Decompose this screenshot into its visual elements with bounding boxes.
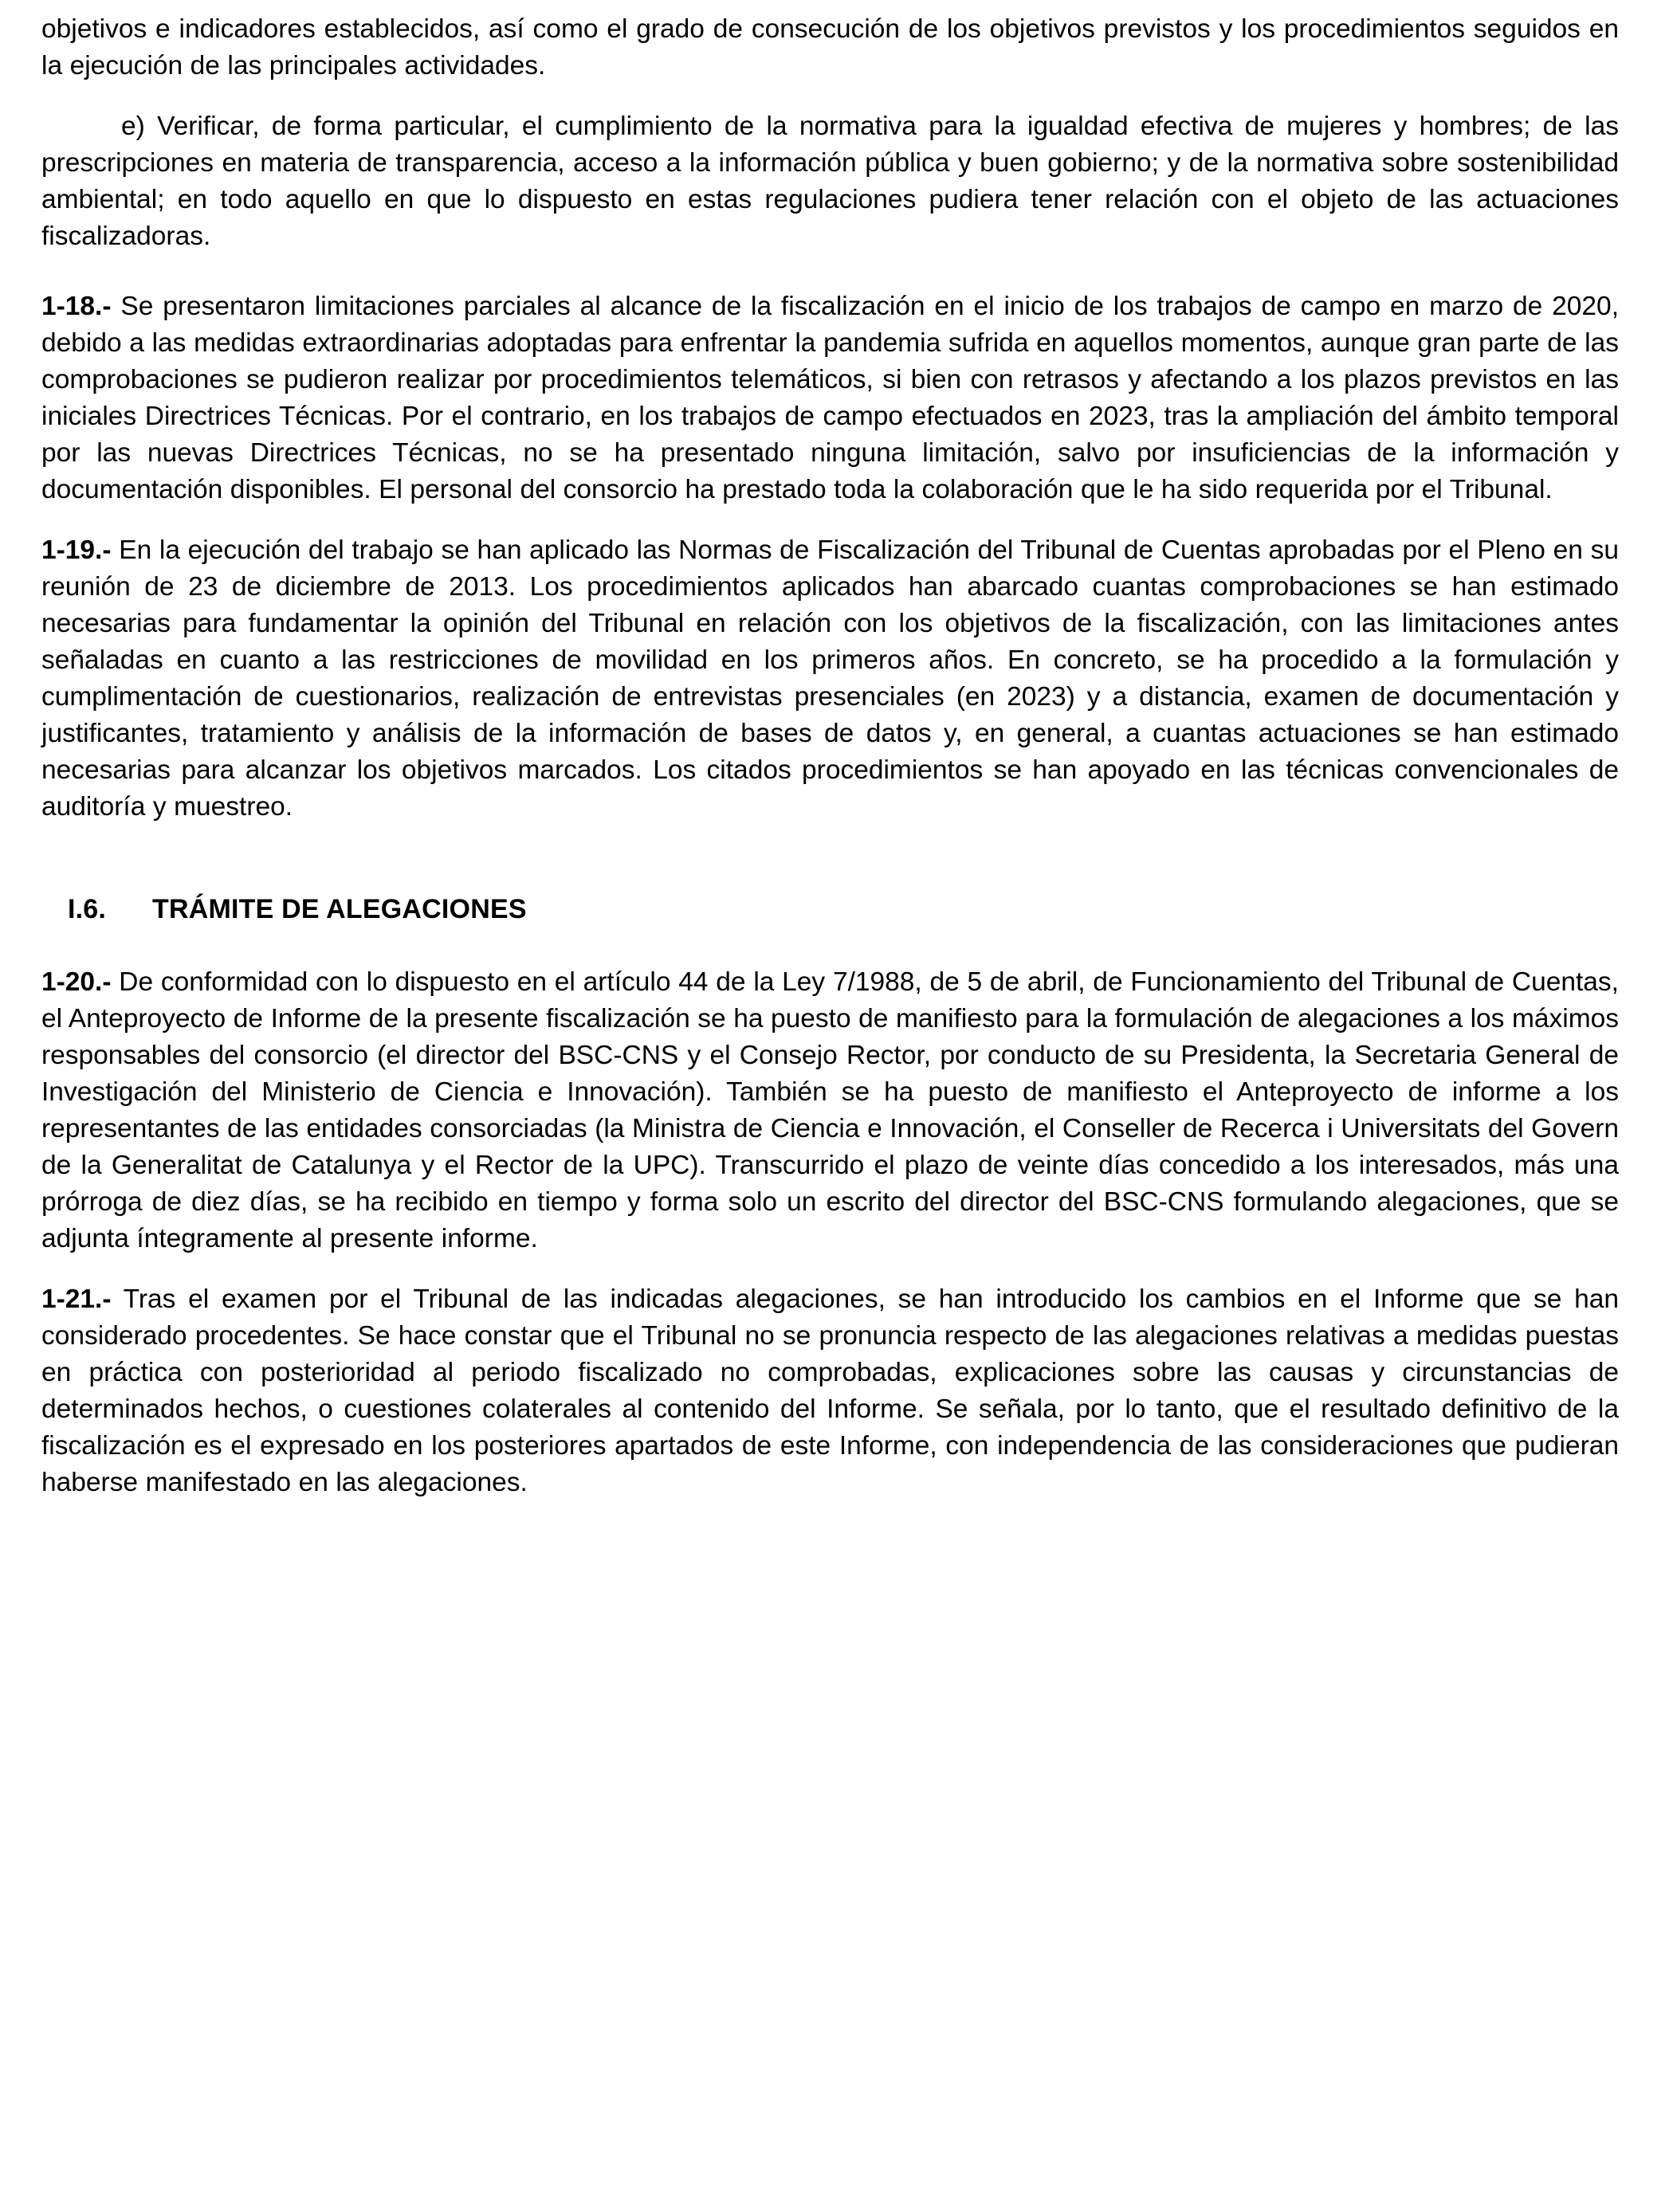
section-heading-i6 (41, 891, 1619, 928)
heading-spacer (41, 849, 1619, 891)
paragraph-text: e) Verificar, de forma particular, el cumplimiento de la normativa para la igualdad efectiva de mujeres y hombres; de las prescripciones en materia de transparencia, acceso a la información pública y buen gobierno; y de la normativa sobre sostenibilidad ambiental; en todo aquello en que lo dispuesto en estas regulaciones pudiera tener relación con el objeto de las actuaciones fiscalizadoras. (41, 112, 1619, 251)
paragraph-text: En la ejecución del trabajo se han aplicado las Normas de Fiscalización del Tribunal de Cuentas aprobadas por el Pleno en su reunión de 23 de diciembre de 2013. Los procedimientos aplicados han abarcado cuantas comprobaciones se han estimado necesarias para fundamentar la opinión del Tribunal en relación con los objetivos de la fiscalización, con las limitaciones antes señaladas en cuanto a las restricciones de movilidad en los primeros años. En concreto, se ha procedido a la formulación y cumplimentación de cuestionarios, realización de entrevistas presenciales (en 2023) y a distancia, examen de documentación y justificantes, tratamiento y análisis de la información de bases de datos y, en general, a cuantas actuaciones se han estimado necesarias para alcanzar los objetivos marcados. Los citados procedimientos se han apoyado en las técnicas convencionales de auditoría y muestreo. (41, 535, 1619, 822)
paragraph-number-1-20: 1-20.- (41, 967, 112, 997)
paragraph-text: De conformidad con lo dispuesto en el artículo 44 de la Ley 7/1988, de 5 de abril, de Funcionamiento del Tribunal de Cuentas, el Anteproyecto de Informe de la presente fiscalización se ha puesto de manifiesto para la formulación de alegaciones a los máximos responsables del consorcio (el director del BSC-CNS y el Consejo Rector, por conducto de su Presidenta, la Secretaria General de Investigación del Ministerio de Ciencia e Innovación). También se ha puesto de manifiesto el Anteproyecto de informe a los representantes de las entidades consorciadas (la Ministra de Ciencia e Innovación, el Conseller de Recerca i Universitats del Govern de la Generalitat de Catalunya y el Rector de la UPC). Transcurrido el plazo de veinte días concedido a los interesados, más una prórroga de diez días, se ha recibido en tiempo y forma solo un escrito del director del BSC-CNS formulando alegaciones, que se adjunta íntegramente al presente informe. (41, 967, 1619, 1253)
paragraph-1-19 (41, 532, 1619, 826)
paragraph-number-1-21: 1-21.- (41, 1284, 112, 1314)
paragraph-1-18 (41, 288, 1619, 508)
document-body (41, 11, 1619, 1501)
paragraph-text: objetivos e indicadores establecidos, así como el grado de consecución de los objetivos previstos y los procedimientos seguidos en la ejecución de las principales actividades. (41, 14, 1619, 80)
paragraph-item-e (41, 108, 1619, 255)
section-title: TRÁMITE DE ALEGACIONES (152, 894, 527, 924)
paragraph-1-21 (41, 1281, 1619, 1501)
paragraph-number-1-18: 1-18.- (41, 292, 112, 321)
paragraph-text: Tras el examen por el Tribunal de las indicadas alegaciones, se han introducido los cambios en el Informe que se han considerado procedentes. Se hace constar que el Tribunal no se pronuncia respecto de las alegaciones relativas a medidas puestas en práctica con posterioridad al periodo fiscalizado no comprobadas, explicaciones sobre las causas y circunstancias de determinados hechos, o cuestiones colaterales al contenido del Informe. Se señala, por lo tanto, que el resultado definitivo de la fiscalización es el expresado en los posteriores apartados de este Informe, con independencia de las consideraciones que pudieran haberse manifestado en las alegaciones. (41, 1284, 1619, 1497)
section-number: I.6. (68, 894, 107, 924)
paragraph-number-1-19: 1-19.- (41, 535, 112, 565)
paragraph-1-20 (41, 964, 1619, 1257)
paragraph-text: Se presentaron limitaciones parciales al alcance de la fiscalización en el inicio de los trabajos de campo en marzo de 2020, debido a las medidas extraordinarias adoptadas para enfrentar la pandemia sufrida en aquellos momentos, aunque gran parte de las comprobaciones se pudieron realizar por procedimientos telemáticos, si bien con retrasos y afectando a los plazos previstos en las iniciales Directrices Técnicas. Por el contrario, en los trabajos de campo efectuados en 2023, tras la ampliación del ámbito temporal por las nuevas Directrices Técnicas, no se ha presentado ninguna limitación, salvo por insuficiencias de la información y documentación disponibles. El personal del consorcio ha prestado toda la colaboración que le ha sido requerida por el Tribunal. (41, 292, 1619, 504)
paragraph-continuation (41, 11, 1619, 84)
